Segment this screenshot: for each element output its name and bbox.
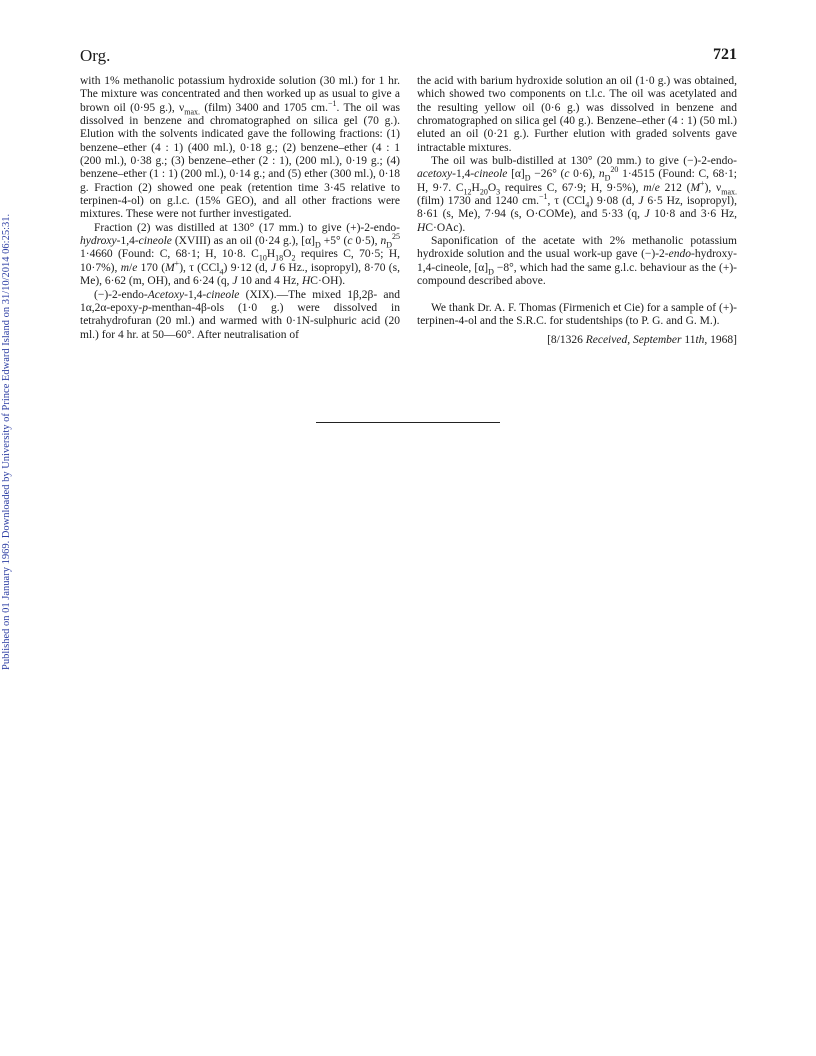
left-column — [80, 75, 400, 342]
page-header — [80, 46, 737, 66]
acknowledgement: We thank Dr. A. F. Thomas (Firmenich et Cie) for a sample of (+)-terpinen-4-ol and the S.R.C. for studentships (to P. G. and G. M.). — [417, 301, 737, 327]
paragraph: Saponification of the acetate with 2% methanolic potassium hydroxide solution and the usual work-up gave (−)-2-endo-hydroxy-1,4-cineole, $[\alpha]_D -8^\circ$, which had the same g.l.c. behaviour as the (+)-compound described above. — [417, 235, 738, 288]
page-number: 721 — [713, 46, 737, 63]
paragraph: The oil was bulb-distilled at 130° (20 mm.) to give (−)-2-endo-acetoxy-1,4-cineole $[\alpha]_D -26^\circ$ (c 0·6), $n_D^{20}$ 1·4515 (Found: C, 68·1; H, 9·7. $C_{12}H_{20}O_3$ requires C, 67·9; H, 9·5%), m/e 212 (M+), $\nu_{max.}$ (film) 1730 and 1240 cm.$^{-1}$, τ (CCl$_4$) 9·08 (d, J 6·5 Hz, isopropyl), 8·61 (s, Me), 7·94 (s, O·COMe), and 5·33 (q, J 10·8 and 3·6 Hz, HC·OAc). — [417, 155, 737, 234]
paragraph: Fraction (2) was distilled at 130° (17 mm.) to give (+)-2-endo-hydroxy-1,4-cineole (XVIII) as an oil (0·24 g.), $[\alpha]_D +5^\circ$ (c 0·5), $n_D^{25}$ 1·4660 (Found: C, 68·1; H, 10·8. $C_{10}H_{18}O_2$ requires C, 70·5; H, 10·7%), m/e 170 (M+), τ (CCl$_4$) 9·12 (d, J 6 Hz., isopropyl), 8·70 (s, Me), 6·62 (m, OH), and 6·24 (q, J 10 and 4 Hz, HC·OH). — [80, 221, 401, 288]
sidebar-provenance — [1, 150, 20, 670]
received-date: [8/1326 Received, September 11th, 1968] — [547, 334, 737, 347]
provenance-note[interactable]: Published on 01 January 1969. Downloaded by University of Prince Edward Island on 31/10/2014 06:25:31. — [1, 213, 12, 670]
journal-name: Org. — [80, 46, 111, 65]
paragraph: the acid with barium hydroxide solution an oil (1·0 g.) was obtained, which showed two components on t.l.c. The oil was acetylated and the resulting yellow oil (0·6 g.) was dissolved in benzene and chromatographed on silica gel (40 g.). Benzene–ether (4 : 1) (50 ml.) eluted an oil (0·21 g.). Further elution with graded solvents gave intractable mixtures. — [417, 75, 737, 154]
right-column — [417, 75, 737, 348]
paragraph: with 1% methanolic potassium hydroxide solution (30 ml.) for 1 hr. The mixture was concentrated and then worked up as usual to give a brown oil (0·95 g.), $\nu_{max.}$ (film) 3400 and 1705 cm.$^{-1}$. The oil was dissolved in benzene and chromatographed on silica gel (70 g.). Elution with the solvents indicated gave the following fractions: (1) benzene–ether (4 : 1) (400 ml.), 0·18 g.; (2) benzene–ether (4 : 1 (200 ml.), 0·38 g.; (3) benzene–ether (2 : 1), (200 ml.), 0·19 g.; (4) benzene–ether (1 : 1) (200 ml.), 0·14 g.; and (5) ether (300 ml.), 0·18 g. Fraction (2) showed one peak (retention time 3·45 relative to terpinen-4-ol) on g.l.c. (15% GEO), and all other fractions were mixtures. These were not further investigated. — [80, 75, 400, 221]
paragraph: (−)-2-endo-Acetoxy-1,4-cineole (XIX).—The mixed 1β,2β- and 1α,2α-epoxy-p-menthan-4β-ols (1·0 g.) were dissolved in tetrahydrofuran (20 ml.) and warmed with 0·1N-sulphuric acid (20 ml.) for 4 hr. at 50—60°. After neutralisation of — [80, 288, 400, 341]
end-rule — [316, 422, 500, 423]
